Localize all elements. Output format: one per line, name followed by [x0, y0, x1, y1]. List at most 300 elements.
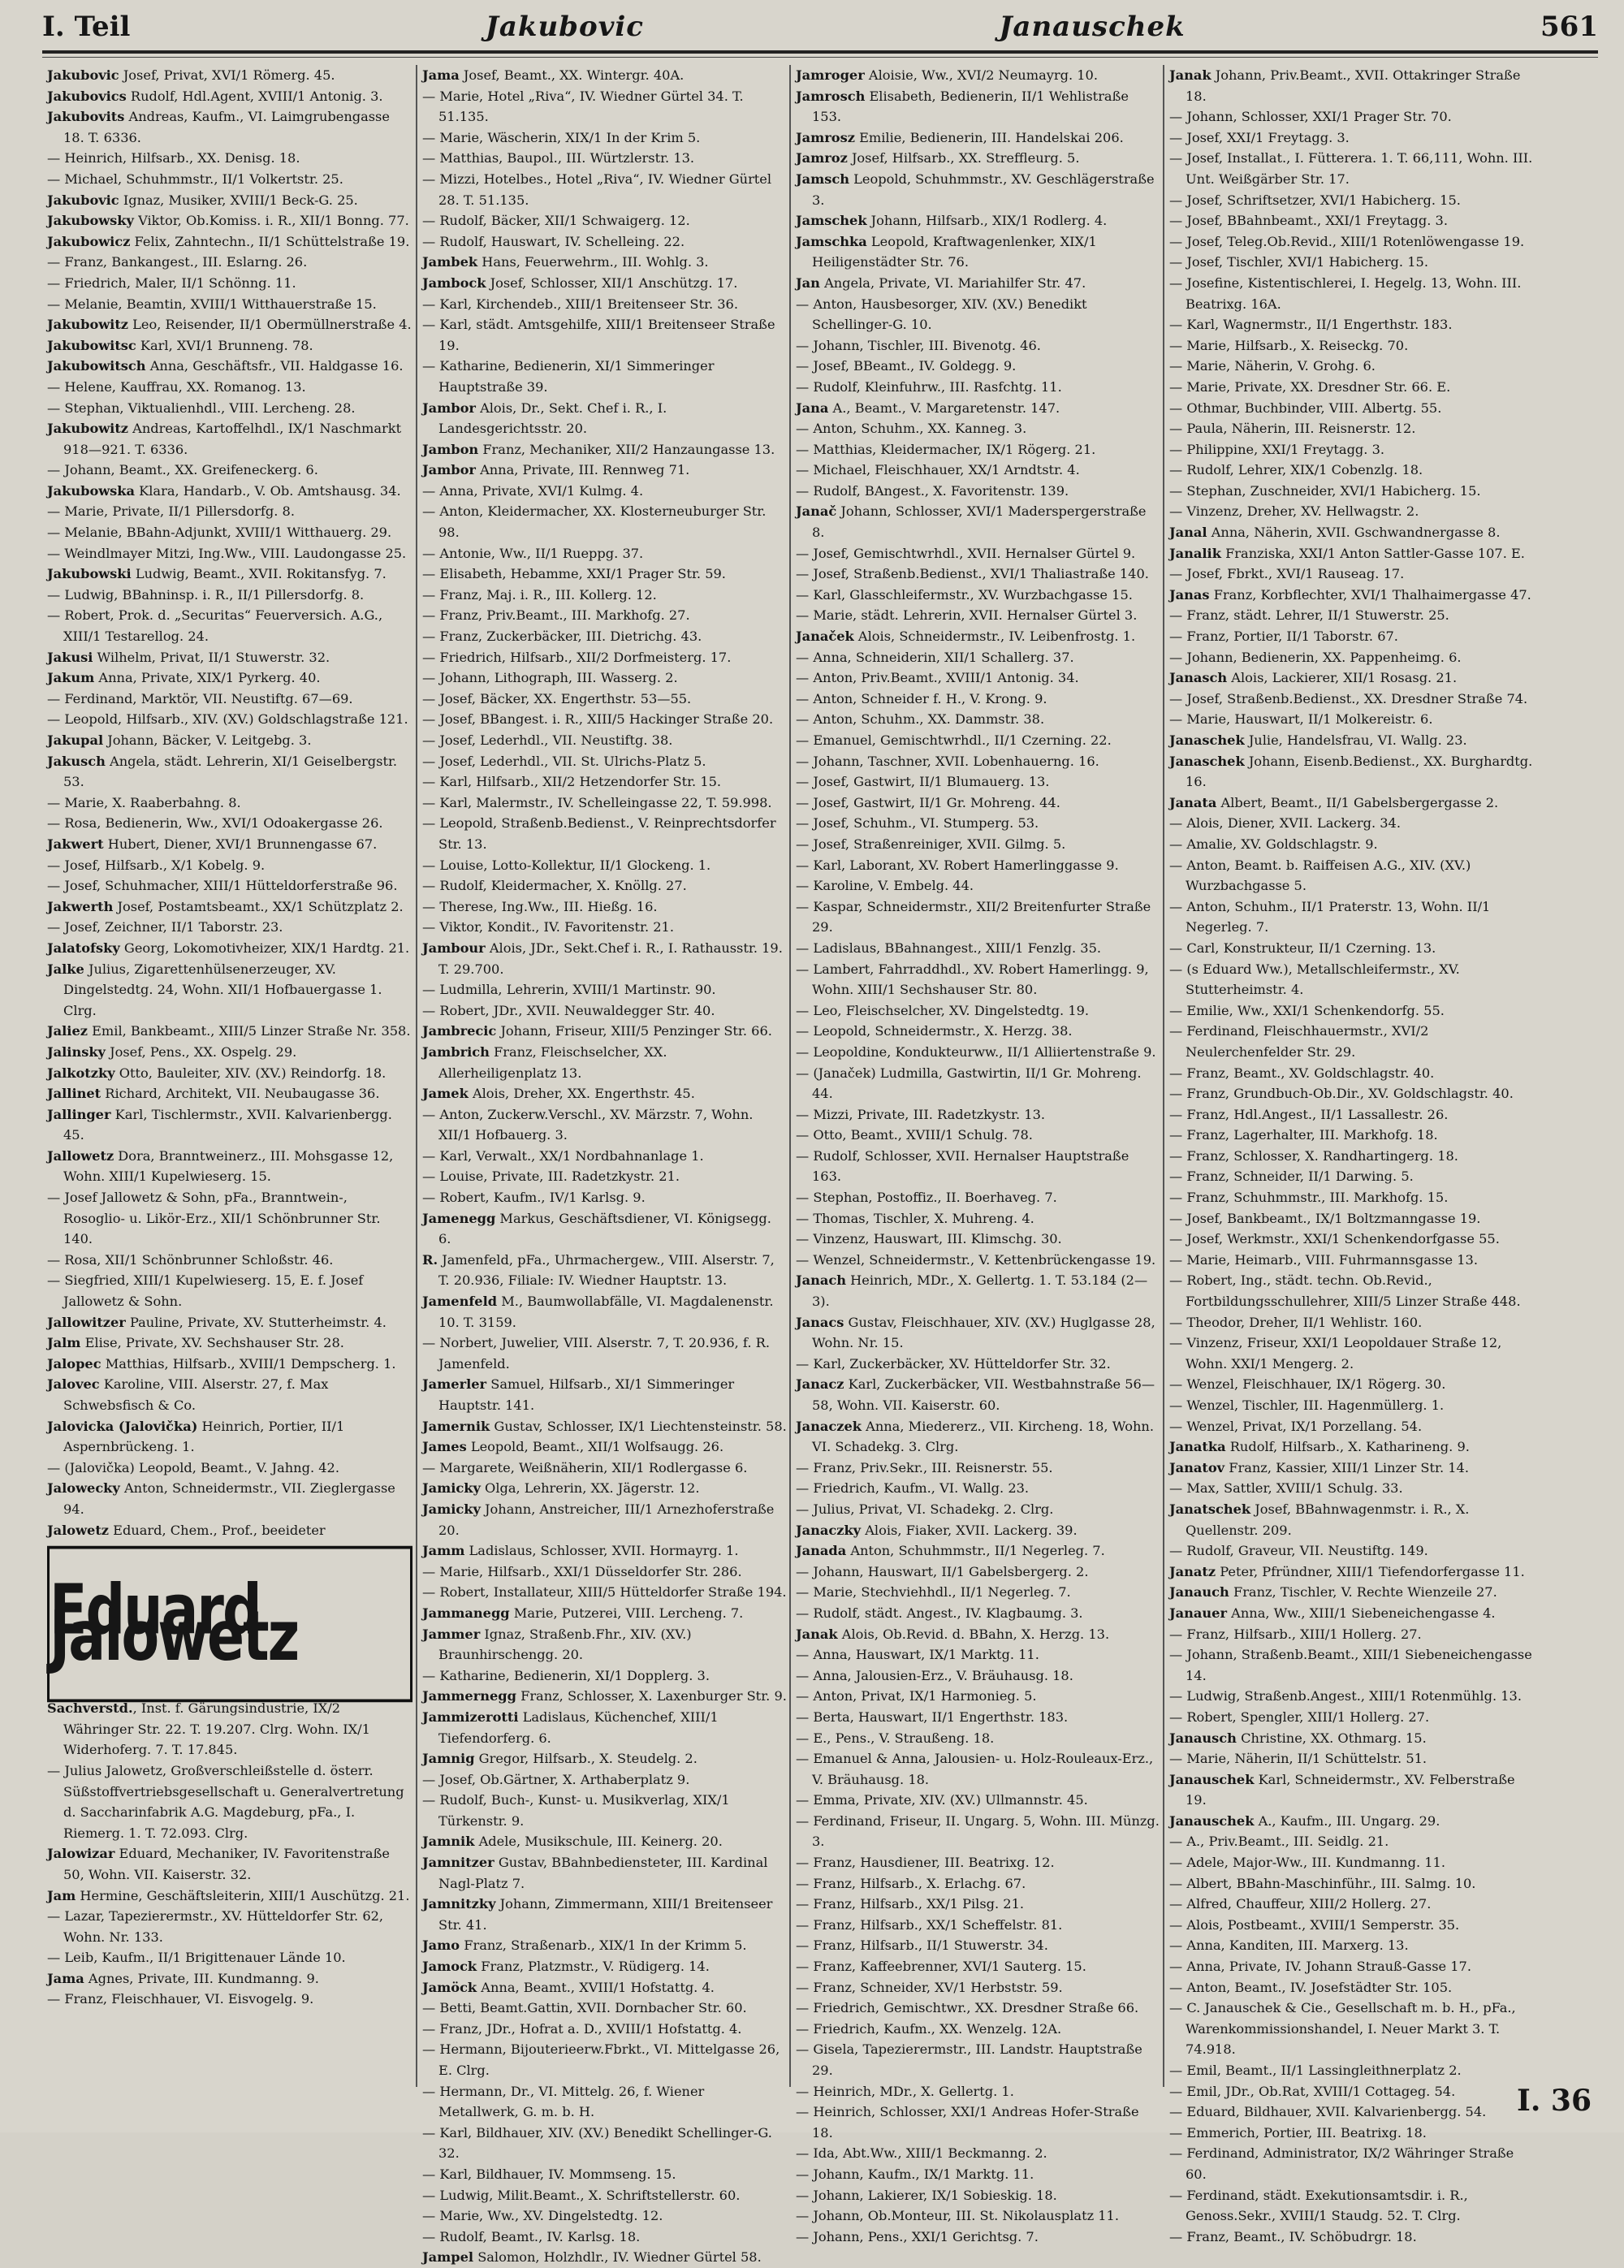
directory-entry: Jambrecic Johann, Friseur, XIII/5 Penzinger Str. 66.: [422, 1023, 772, 1039]
directory-entry: — Emanuel & Anna, Jalousien- u. Holz-Rouleaux-Erz., V. Bräuhausg. 18.: [796, 1751, 1154, 1787]
directory-entry: — Wenzel, Fleischhauer, IX/1 Rögerg. 30.: [1169, 1376, 1446, 1393]
directory-entry: — Franz, Beamt., XV. Goldschlagstr. 40.: [1169, 1065, 1435, 1081]
directory-entry: Jalowizar Eduard, Mechaniker, IV. Favoritenstraße 50, Wohn. VII. Kaiserstr. 32.: [47, 1846, 390, 1882]
directory-entry: — Marie, Hotel „Riva“, IV. Wiedner Gürtel 34. T. 51.135.: [422, 88, 744, 125]
directory-entry: Jamenegg Markus, Geschäftsdiener, VI. Königsegg. 6.: [422, 1210, 771, 1247]
directory-entry: Jallinger Karl, Tischlermstr., XVII. Kalvarienbergg. 45.: [47, 1106, 392, 1143]
directory-entry: — Anna, Private, IV. Johann Strauß-Gasse 17.: [1169, 1959, 1472, 1975]
directory-entry: — Emmerich, Portier, III. Beatrixg. 18.: [1169, 2124, 1427, 2141]
directory-entry: Jakubowitz Andreas, Kartoffelhdl., IX/1 Naschmarkt 918—921. T. 6336.: [47, 421, 402, 457]
directory-entry: — Robert, Ing., städt. techn. Ob.Revid., Fortbildungsschullehrer, XIII/5 Linzer Straße 448.: [1169, 1272, 1521, 1310]
page-header: [42, 6, 1598, 47]
directory-entry: Jakusi Wilhelm, Privat, II/1 Stuwerstr. 32.: [47, 649, 330, 665]
directory-entry: — Leopold, Schneidermstr., X. Herzg. 38.: [796, 1023, 1073, 1039]
directory-entry: Jamicky Olga, Lehrerin, XX. Jägerstr. 12.: [422, 1480, 700, 1497]
directory-entry: — Wenzel, Schneidermstr., V. Kettenbrückengasse 19.: [796, 1251, 1156, 1268]
directory-entry: — Anton, Hausbesorger, XIV. (XV.) Benedikt Schellinger-G. 10.: [796, 296, 1087, 333]
directory-entry: — Rudolf, städt. Angest., IV. Klagbaumg. 3.: [796, 1605, 1083, 1621]
directory-entry: Janač Johann, Schlosser, XVI/1 Maderspergerstraße 8.: [796, 503, 1147, 541]
directory-entry: — Ferdinand, städt. Exekutionsamtsdir. i. R., Genoss.Sekr., XVIII/1 Staudg. 52. T. Clrg.: [1169, 2187, 1468, 2224]
page-number: 561: [1540, 11, 1598, 43]
directory-entry: Jalm Elise, Private, XV. Sechshauser Str. 28.: [47, 1335, 344, 1351]
directory-entry: — Franz, Hdl.Angest., II/1 Lassallestr. 26.: [1169, 1106, 1449, 1122]
directory-entry: — Gisela, Tapezierermstr., III. Landstr. Hauptstraße 29.: [796, 2041, 1142, 2078]
directory-entry: Jamroger Aloisie, Ww., XVI/2 Neumayrg. 10.: [796, 67, 1099, 83]
directory-entry: — Leopold, Hilfsarb., XIV. (XV.) Goldschlagstraße 121.: [47, 711, 408, 728]
directory-entry: — Josef, Gastwirt, II/1 Blumauerg. 13.: [796, 774, 1050, 790]
directory-entry: — Elisabeth, Hebamme, XXI/1 Prager Str. 59.: [422, 566, 726, 582]
directory-entry: — Rudolf, Lehrer, XIX/1 Cobenzlg. 18.: [1169, 462, 1423, 478]
directory-entry: — Josefine, Kistentischlerei, I. Hegelg. 13, Wohn. III. Beatrixg. 16A.: [1169, 274, 1522, 312]
directory-entry: — Leo, Fleischselcher, XV. Dingelstedtg. 19.: [796, 1002, 1090, 1018]
directory-entry: — Otto, Beamt., XVIII/1 Schulg. 78.: [796, 1127, 1033, 1143]
directory-entry: — Johann, Hauswart, II/1 Gabelsbergerg. 2.: [796, 1563, 1089, 1579]
directory-entry: — Heinrich, Hilfsarb., XX. Denisg. 18.: [47, 150, 300, 166]
directory-entry: — Paula, Näherin, III. Reisnerstr. 12.: [1169, 421, 1416, 437]
directory-entry: — Hermann, Dr., VI. Mittelg. 26, f. Wiener Metallwerk, G. m. b. H.: [422, 2083, 705, 2120]
directory-entry: Jalinsky Josef, Pens., XX. Ospelg. 29.: [47, 1043, 297, 1060]
directory-entry: — Johann, Lakierer, IX/1 Sobieskig. 18.: [796, 2187, 1057, 2203]
directory-entry: — Mizzi, Private, III. Radetzkystr. 13.: [796, 1106, 1046, 1122]
directory-entry: Jakubowsky Viktor, Ob.Komiss. i. R., XII/1 Bonng. 77.: [47, 213, 409, 229]
directory-entry: — Anton, Beamt., IV. Josefstädter Str. 105.: [1169, 1979, 1453, 1995]
advertisement-box: Eduard Jalowetz: [47, 1546, 412, 1703]
directory-entry: — Josef, Tischler, XVI/1 Habicherg. 15.: [1169, 254, 1428, 270]
directory-entry: — Rosa, Bedienerin, Ww., XVI/1 Odoakergasse 26.: [47, 815, 383, 832]
directory-entry: Jakubowitsch Anna, Geschäftsfr., VII. Haldgasse 16.: [47, 358, 404, 374]
directory-entry: — Betti, Beamt.Gattin, XVII. Dornbacher Str. 60.: [422, 2000, 747, 2016]
directory-entry: — Josef, BBeamt., IV. Goldegg. 9.: [796, 358, 1017, 374]
directory-entry: — Emanuel, Gemischtwrhdl., II/1 Czerning. 22.: [796, 732, 1112, 748]
column-divider: [416, 65, 417, 2087]
directory-entry: — Rudolf, Graveur, VII. Neustiftg. 149.: [1169, 1543, 1428, 1559]
directory-entry: Jamernik Gustav, Schlosser, IX/1 Liechtensteinstr. 58.: [422, 1418, 787, 1434]
directory-entry: — Othmar, Buchbinder, VIII. Albertg. 55.: [1169, 400, 1442, 416]
directory-entry: Jamrosz Emilie, Bedienerin, III. Handelskai 206.: [796, 129, 1124, 145]
directory-entry: — Josef, Fbrkt., XVI/1 Rauseag. 17.: [1169, 566, 1405, 582]
directory-entry: Janaschek Johann, Eisenb.Bedienst., XX. Burghardtg. 16.: [1169, 753, 1533, 790]
directory-entry: — Siegfried, XIII/1 Kupelwieserg. 15, E. f. Josef Jallowetz & Sohn.: [47, 1272, 364, 1310]
directory-entry: — Anton, Beamt. b. Raiffeisen A.G., XIV. (XV.) Wurzbachgasse 5.: [1169, 857, 1471, 894]
directory-entry: — Josef, Straßenreiniger, XVII. Gilmg. 5.: [796, 836, 1066, 852]
directory-entry: — Melanie, Beamtin, XVIII/1 Witthauerstraße 15.: [47, 296, 377, 312]
directory-entry: — Franz, Lagerhalter, III. Markhofg. 18.: [1169, 1127, 1438, 1143]
directory-entry: — Franz, Hilfsarb., X. Erlachg. 67.: [796, 1875, 1026, 1891]
directory-entry: Jalovicka (Jalovička) Heinrich, Portier, II/1 Aspernbrückeng. 1.: [47, 1418, 345, 1455]
directory-entry: Jambrich Franz, Fleischselcher, XX. Allerheiligenplatz 13.: [422, 1043, 667, 1081]
directory-entry: Jambek Hans, Feuerwehrm., III. Wohlg. 3.: [422, 254, 709, 270]
directory-entry: — Franz, Priv.Sekr., III. Reisnerstr. 55.: [796, 1459, 1053, 1475]
directory-entry: — Robert, JDr., XVII. Neuwaldegger Str. 40.: [422, 1002, 715, 1018]
directory-entry: — Julius Jalowetz, Großverschleißstelle d. österr. Süßstoffvertriebsgesellschaft u. Generalvertretung d. Saccharinfabrik A.G. Magdeburg, pFa., I. Riemerg. 1. T. 72.093. Clrg.: [47, 1762, 404, 1841]
directory-entry: — Marie, Hilfsarb., XXI/1 Düsseldorfer Str. 286.: [422, 1563, 742, 1579]
directory-entry: — Ferdinand, Friseur, II. Ungarg. 5, Wohn. III. Münzg. 3.: [796, 1812, 1160, 1850]
directory-entry: — Franz, Schuhmmstr., III. Markhofg. 15.: [1169, 1190, 1449, 1206]
directory-entry: — Anton, Schneider f. H., V. Krong. 9.: [796, 690, 1047, 706]
directory-entry: — Rudolf, Bäcker, XII/1 Schwaigerg. 12.: [422, 213, 690, 229]
directory-entry: — Johann, Schlosser, XXI/1 Prager Str. 70.: [1169, 109, 1452, 125]
directory-entry: Jamschka Leopold, Kraftwagenlenker, XIX/1 Heiligenstädter Str. 76.: [796, 233, 1097, 270]
directory-entry: — Franz, JDr., Hofrat a. D., XVIII/1 Hofstattg. 4.: [422, 2020, 742, 2037]
directory-entry: — Franz, Hilfsarb., XIII/1 Hollerg. 27.: [1169, 1626, 1422, 1642]
directory-entry: — Franz, Hilfsarb., XX/1 Pilsg. 21.: [796, 1896, 1025, 1912]
directory-entry: — Johann, Straßenb.Beamt., XIII/1 Siebeneichengasse 14.: [1169, 1647, 1532, 1683]
directory-entry: — Ferdinand, Fleischhauermstr., XVI/2 Neulerchenfelder Str. 29.: [1169, 1023, 1429, 1060]
directory-entry: — Franz, Hilfsarb., XX/1 Scheffelstr. 81.: [796, 1916, 1063, 1933]
directory-entry: — Marie, Hilfsarb., X. Reiseckg. 70.: [1169, 337, 1409, 353]
directory-entry: — Ferdinand, Administrator, IX/2 Währinger Straße 60.: [1169, 2145, 1514, 2182]
directory-entry: — Eduard, Bildhauer, XVII. Kalvarienbergg. 54.: [1169, 2104, 1487, 2120]
directory-entry: Janak Alois, Ob.Revid. d. BBahn, X. Herzg. 13.: [796, 1626, 1110, 1642]
directory-entry: — Stephan, Postoffiz., II. Boerhaveg. 7.: [796, 1190, 1057, 1206]
directory-entry: — Robert, Spengler, XIII/1 Hollerg. 27.: [1169, 1709, 1430, 1725]
directory-entry: — Rudolf, BAngest., X. Favoritenstr. 139.: [796, 482, 1069, 499]
directory-entry: Jalowecky Anton, Schneidermstr., VII. Zieglergasse 94.: [47, 1480, 395, 1517]
directory-entry: — Anton, Priv.Beamt., XVIII/1 Antonig. 34.: [796, 670, 1079, 686]
directory-entry: — Johann, Beamt., XX. Greifeneckerg. 6.: [47, 462, 318, 478]
directory-entry: Janauch Franz, Tischler, V. Rechte Wienzeile 27.: [1169, 1584, 1497, 1601]
directory-entry: — Norbert, Juwelier, VIII. Alserstr. 7, T. 20.936, f. R. Jamenfeld.: [422, 1335, 770, 1372]
directory-entry: — Melanie, BBahn-Adjunkt, XVIII/1 Witthauerg. 29.: [47, 525, 392, 541]
directory-entry: — Karl, Wagnermstr., II/1 Engerthstr. 183.: [1169, 317, 1453, 333]
directory-entry: Jakubowitsc Karl, XVI/1 Brunneng. 78.: [47, 337, 313, 353]
directory-entry: — Rudolf, Hauswart, IV. Schelleing. 22.: [422, 233, 685, 249]
directory-entry: — Michael, Fleischhauer, XX/1 Arndtstr. 4.: [796, 462, 1080, 478]
directory-entry: Jalke Julius, Zigarettenhülsenerzeuger, XV. Dingelstedtg. 24, Wohn. XII/1 Hofbauergasse 1. Clrg.: [47, 961, 382, 1018]
directory-entry: — Rudolf, Kleinfuhrw., III. Rasfchtg. 11.: [796, 378, 1062, 395]
directory-entry: Janauschek Karl, Schneidermstr., XV. Felberstraße 19.: [1169, 1771, 1515, 1808]
directory-entry: — Hermann, Bijouterieerw.Fbrkt., VI. Mittelgasse 26, E. Clrg.: [422, 2041, 780, 2078]
directory-entry: — Karl, Glasschleifermstr., XV. Wurzbachgasse 15.: [796, 586, 1133, 603]
directory-entry: — Vinzenz, Hauswart, III. Klimschg. 30.: [796, 1231, 1062, 1247]
directory-entry: — Anton, Schuhm., XX. Kanneg. 3.: [796, 421, 1027, 437]
directory-entry: — Alois, Postbeamt., XVIII/1 Semperstr. 35.: [1169, 1916, 1460, 1933]
directory-entry: — Leopoldine, Kondukteurww., II/1 Alliiertenstraße 9.: [796, 1043, 1156, 1060]
directory-entry: Janaczek Anna, Miedererz., VII. Kircheng. 18, Wohn. VI. Schadekg. 3. Clrg.: [796, 1418, 1155, 1455]
directory-entry: Jakubovits Andreas, Kaufm., VI. Laimgrubengasse 18. T. 6336.: [47, 109, 390, 145]
directory-entry: — Rudolf, Buch-, Kunst- u. Musikverlag, XIX/1 Türkenstr. 9.: [422, 1792, 730, 1829]
directory-entry: Jallinet Richard, Architekt, VII. Neubaugasse 36.: [47, 1086, 380, 1102]
directory-entry: — Katharine, Bedienerin, XI/1 Dopplerg. 3.: [422, 1667, 710, 1683]
directory-entry: Jakubowitz Leo, Reisender, II/1 Obermüllnerstraße 4.: [47, 317, 412, 333]
directory-entry: — Franz, Portier, II/1 Taborstr. 67.: [1169, 629, 1398, 645]
directory-entry: — Franz, Schneider, II/1 Darwing. 5.: [1169, 1169, 1414, 1185]
directory-entry: — Anton, Zuckerw.Verschl., XV. Märzstr. 7, Wohn. XII/1 Hofbauerg. 3.: [422, 1106, 754, 1143]
directory-entry: — Johann, Pens., XXI/1 Gerichtsg. 7.: [796, 2228, 1039, 2244]
directory-entry: — A., Priv.Beamt., III. Seidlg. 21.: [1169, 1834, 1389, 1850]
directory-entry: — Franz, Maj. i. R., III. Kollerg. 12.: [422, 586, 657, 603]
directory-entry: — Johann, Taschner, XVII. Lobenhauerng. 16.: [796, 753, 1099, 769]
directory-entry: — Josef, Schuhmacher, XIII/1 Hütteldorferstraße 96.: [47, 878, 398, 894]
directory-entry: Sachverstd., Inst. f. Gärungsindustrie, IX/2 Währinger Str. 22. T. 19.207. Clrg. Wohn. IX/1 Widerhoferg. 7. T. 17.845.: [47, 1700, 370, 1758]
directory-entry: Janas Franz, Korbflechter, XVI/1 Thalhaimergasse 47.: [1169, 586, 1531, 603]
directory-entry: Janausch Christine, XX. Othmarg. 15.: [1169, 1730, 1427, 1746]
directory-entry: — Weindlmayer Mitzi, Ing.Ww., VIII. Laudongasse 25.: [47, 545, 407, 561]
directory-entry: — Karl, Laborant, XV. Robert Hamerlinggasse 9.: [796, 857, 1119, 873]
directory-entry: — Karl, Zuckerbäcker, XV. Hütteldorfer Str. 32.: [796, 1355, 1111, 1372]
directory-entry: — C. Janauschek & Cie., Gesellschaft m. b. H., pFa., Warenkommissionshandel, I. Neuer Markt 3. T. 74.918.: [1169, 2000, 1516, 2058]
directory-entry: Jamnik Adele, Musikschule, III. Keinerg. 20.: [422, 1834, 723, 1850]
directory-entry: Janaschek Julie, Handelsfrau, VI. Wallg. 23.: [1169, 732, 1467, 748]
directory-entry: — Rudolf, Beamt., IV. Karlsg. 18.: [422, 2228, 641, 2244]
directory-entry: Jamroz Josef, Hilfsarb., XX. Streffleurg. 5.: [796, 150, 1080, 166]
directory-entry: — Leopold, Straßenb.Bedienst., V. Reinprechtsdorfer Str. 13.: [422, 815, 776, 852]
directory-entry: Janauer Anna, Ww., XIII/1 Siebeneichengasse 4.: [1169, 1605, 1496, 1621]
directory-entry: — Robert, Kaufm., IV/1 Karlsg. 9.: [422, 1190, 646, 1206]
directory-entry: Jamöck Anna, Beamt., XVIII/1 Hofstattg. 4.: [422, 1979, 715, 1995]
directory-entry: Jamrosch Elisabeth, Bedienerin, II/1 Wehlistraße 153.: [796, 88, 1129, 125]
directory-entry: Janacz Karl, Zuckerbäcker, VII. Westbahnstraße 56—58, Wohn. VII. Kaiserstr. 60.: [796, 1376, 1155, 1413]
directory-entry: Jamnig Gregor, Hilfsarb., X. Steudelg. 2.: [422, 1751, 698, 1767]
directory-entry: — Ladislaus, BBahnangest., XIII/1 Fenzlg. 35.: [796, 940, 1102, 956]
directory-entry: — Ludwig, BBahninsp. i. R., II/1 Pillersdorfg. 8.: [47, 586, 365, 603]
directory-entry: — Marie, Heimarb., VIII. Fuhrmannsgasse 13.: [1169, 1251, 1478, 1268]
directory-entry: — Franz, Zuckerbäcker, III. Dietrichg. 43.: [422, 629, 702, 645]
directory-entry: — Louise, Lotto-Kollektur, II/1 Glockeng. 1.: [422, 857, 711, 873]
directory-entry: — Therese, Ing.Ww., III. Hießg. 16.: [422, 898, 658, 914]
directory-entry: — Josef, XXI/1 Freytagg. 3.: [1169, 129, 1350, 145]
directory-entry: — Matthias, Kleidermacher, IX/1 Rögerg. 21.: [796, 441, 1096, 457]
directory-entry: Janatz Peter, Pfründner, XIII/1 Tiefendorfergasse 11.: [1169, 1563, 1525, 1579]
directory-entry: — Marie, Wäscherin, XIX/1 In der Krim 5.: [422, 129, 701, 145]
directory-entry: — Marie, Näherin, II/1 Schüttelstr. 51.: [1169, 1751, 1427, 1767]
directory-entry: — (Janaček) Ludmilla, Gastwirtin, II/1 Gr. Mohreng. 44.: [796, 1065, 1142, 1102]
directory-entry: Jakubovics Rudolf, Hdl.Agent, XVIII/1 Antonig. 3.: [47, 88, 383, 104]
directory-entry: — Josef, Werkmstr., XXI/1 Schenkendorfgasse 55.: [1169, 1231, 1500, 1247]
column-4: [1169, 65, 1535, 2244]
directory-entry: Jakwerth Josef, Postamtsbeamt., XX/1 Schützplatz 2.: [47, 898, 404, 914]
directory-entry: — Karoline, V. Embelg. 44.: [796, 878, 974, 894]
directory-entry: — Emilie, Ww., XXI/1 Schenkendorfg. 55.: [1169, 1002, 1445, 1018]
directory-entry: Janach Heinrich, MDr., X. Gellertg. 1. T. 53.184 (2—3).: [796, 1272, 1148, 1310]
directory-entry: Jambor Anna, Private, III. Rennweg 71.: [422, 462, 690, 478]
directory-entry: Jamerler Samuel, Hilfsarb., XI/1 Simmeringer Hauptstr. 141.: [422, 1376, 735, 1413]
directory-entry: Jammernegg Franz, Schlosser, X. Laxenburger Str. 9.: [422, 1688, 787, 1704]
directory-entry: — Karl, Malermstr., IV. Schelleingasse 22, T. 59.998.: [422, 794, 772, 810]
directory-entry: — Josef, Schriftsetzer, XVI/1 Habicherg. 15.: [1169, 192, 1461, 208]
directory-entry: Janatschek Josef, BBahnwagenmstr. i. R., X. Quellenstr. 209.: [1169, 1501, 1470, 1538]
directory-entry: — Friedrich, Kaufm., VI. Wallg. 23.: [796, 1480, 1030, 1497]
directory-entry: — Josef Jallowetz & Sohn, pFa., Branntwein-, Rosoglio- u. Likör-Erz., XII/1 Schönbrunner Str. 140.: [47, 1190, 381, 1247]
directory-entry: — Josef, Gemischtwrhdl., XVII. Hernalser Gürtel 9.: [796, 545, 1136, 561]
column-divider: [789, 65, 791, 2087]
directory-entry: — (s Eduard Ww.), Metallschleifermstr., XV. Stutterheimstr. 4.: [1169, 961, 1460, 998]
directory-entry: — Thomas, Tischler, X. Muhreng. 4.: [796, 1210, 1034, 1226]
directory-entry: — Josef, Straßenb.Bedienst., XVI/1 Thaliastraße 140.: [796, 566, 1149, 582]
directory-entry: — Emma, Private, XIV. (XV.) Ullmannstr. 45.: [796, 1792, 1088, 1808]
directory-entry: Jamnitzer Gustav, BBahnbediensteter, III. Kardinal Nagl-Platz 7.: [422, 1855, 768, 1891]
directory-entry: R. Jamenfeld, pFa., Uhrmachergew., VIII. Alserstr. 7, T. 20.936, Filiale: IV. Wiedner Hauptstr. 13.: [422, 1251, 775, 1289]
directory-entry: — Rudolf, Kleidermacher, X. Knöllg. 27.: [422, 878, 687, 894]
directory-entry: — Marie, Hauswart, II/1 Molkereistr. 6.: [1169, 711, 1433, 728]
directory-entry: Janalik Franziska, XXI/1 Anton Sattler-Gasse 107. E.: [1169, 545, 1525, 561]
directory-entry: Jama Josef, Beamt., XX. Wintergr. 40A.: [422, 67, 685, 83]
directory-entry: — Josef, Teleg.Ob.Revid., XIII/1 Rotenlöwengasse 19.: [1169, 233, 1525, 249]
directory-entry: — Johann, Bedienerin, XX. Pappenheimg. 6.: [1169, 649, 1462, 665]
directory-entry: — Wenzel, Tischler, III. Hagenmüllerg. 1.: [1169, 1398, 1445, 1413]
directory-entry: Jallowitzer Pauline, Private, XV. Stutterheimstr. 4.: [47, 1314, 387, 1330]
directory-entry: — Michael, Schuhmmstr., II/1 Volkertstr. 25.: [47, 171, 343, 187]
directory-entry: — Stephan, Viktualienhdl., VIII. Lercheng. 28.: [47, 400, 356, 416]
directory-entry: — Vinzenz, Dreher, XV. Hellwagstr. 2.: [1169, 503, 1419, 520]
directory-entry: — Josef, Bäcker, XX. Engerthstr. 53—55.: [422, 690, 692, 706]
directory-entry: — Josef, Installat., I. Fütterera. 1. T. 66,111, Wohn. III. Unt. Weißgärber Str. 17.: [1169, 150, 1533, 187]
directory-entry: — Friedrich, Kaufm., XX. Wenzelg. 12A.: [796, 2020, 1062, 2037]
directory-entry: Janasch Alois, Lackierer, XII/1 Rosasg. 21.: [1169, 670, 1458, 686]
directory-entry: — Helene, Kauffrau, XX. Romanog. 13.: [47, 378, 306, 395]
directory-entry: Janata Albert, Beamt., II/1 Gabelsbergergasse 2.: [1169, 794, 1499, 810]
directory-entry: — Johann, Lithograph, III. Wasserg. 2.: [422, 670, 678, 686]
directory-entry: — Johann, Tischler, III. Bivenotg. 46.: [796, 337, 1041, 353]
directory-entry: Jan Angela, Private, VI. Mariahilfer Str. 47.: [796, 274, 1086, 291]
directory-entry: — Franz, Kaffeebrenner, XVI/1 Sauterg. 15.: [796, 1959, 1086, 1975]
directory-entry: — Heinrich, Schlosser, XXI/1 Andreas Hofer-Straße 18.: [796, 2104, 1139, 2141]
directory-entry: Jakubowska Klara, Handarb., V. Ob. Amtshausg. 34.: [47, 482, 401, 499]
directory-entry: Jana A., Beamt., V. Margaretenstr. 147.: [796, 400, 1060, 416]
directory-entry: — Josef, Gastwirt, II/1 Gr. Mohreng. 44.: [796, 794, 1060, 810]
directory-entry: James Leopold, Beamt., XII/1 Wolfsaugg. 26.: [422, 1439, 724, 1455]
directory-entry: — Vinzenz, Friseur, XXI/1 Leopoldauer Straße 12, Wohn. XXI/1 Mengerg. 2.: [1169, 1335, 1502, 1372]
directory-entry: — Karl, Bildhauer, IV. Mommseng. 15.: [422, 2166, 676, 2182]
directory-entry: — Alois, Diener, XVII. Lackerg. 34.: [1169, 815, 1401, 832]
directory-entry: Jaliez Emil, Bankbeamt., XIII/5 Linzer Straße Nr. 358.: [47, 1023, 411, 1039]
directory-entry: — Emil, Beamt., II/1 Lassingleithnerplatz 2.: [1169, 2063, 1462, 2078]
column-1: [47, 65, 412, 2087]
directory-entry: — Ida, Abt.Ww., XIII/1 Beckmanng. 2.: [796, 2145, 1047, 2162]
directory-entry: Janatka Rudolf, Hilfsarb., X. Katharineng. 9.: [1169, 1439, 1470, 1455]
directory-entry: — Marie, X. Raaberbahng. 8.: [47, 794, 241, 810]
signature-mark: I. 36: [1516, 2084, 1592, 2118]
header-rule: [42, 50, 1598, 54]
directory-entry: — Philippine, XXI/1 Freytagg. 3.: [1169, 441, 1385, 457]
directory-entry: — Josef, Bankbeamt., IX/1 Boltzmanngasse 19.: [1169, 1210, 1481, 1226]
directory-entry: — Marie, Stechviehhdl., II/1 Negerleg. 7.: [796, 1584, 1071, 1601]
directory-entry: Janacs Gustav, Fleischhauer, XIV. (XV.) Huglgasse 28, Wohn. Nr. 15.: [796, 1314, 1155, 1351]
directory-entry: — Marie, städt. Lehrerin, XVII. Hernalser Gürtel 3.: [796, 607, 1138, 624]
directory-entry: Jammer Ignaz, Straßenb.Fhr., XIV. (XV.) Braunhirschengg. 20.: [422, 1626, 692, 1663]
directory-entry: — Josef, BBahnbeamt., XXI/1 Freytagg. 3.: [1169, 213, 1448, 229]
directory-entry: Jakubowski Ludwig, Beamt., XVII. Rokitansfyg. 7.: [47, 566, 387, 582]
directory-entry: Jalovec Karoline, VIII. Alserstr. 27, f. Max Schwebsfisch & Co.: [47, 1376, 329, 1413]
directory-entry: — Carl, Konstrukteur, II/1 Czerning. 13.: [1169, 940, 1436, 956]
directory-entry: — Ludwig, Milit.Beamt., X. Schriftstellerstr. 60.: [422, 2187, 741, 2203]
directory-entry: — Karl, Hilfsarb., XII/2 Hetzendorfer Str. 15.: [422, 774, 722, 790]
directory-entry: — Johann, Ob.Monteur, III. St. Nikolausplatz 11.: [796, 2208, 1119, 2224]
header-rule-thin: [42, 57, 1598, 58]
directory-entry: — Franz, Beamt., IV. Schöbudrgr. 18.: [1169, 2228, 1417, 2244]
directory-entry: — Antonie, Ww., II/1 Rueppg. 37.: [422, 545, 644, 561]
directory-entry: — Max, Sattler, XVIII/1 Schulg. 33.: [1169, 1480, 1403, 1497]
directory-entry: — Julius, Privat, VI. Schadekg. 2. Clrg.: [796, 1501, 1054, 1517]
directory-entry: — Anton, Schuhm., XX. Dammstr. 38.: [796, 711, 1045, 728]
directory-entry: Jambour Alois, JDr., Sekt.Chef i. R., I. Rathausstr. 19. T. 29.700.: [422, 940, 783, 977]
directory-entry: Janak Johann, Priv.Beamt., XVII. Ottakringer Straße 18.: [1169, 67, 1521, 104]
directory-entry: — Josef, Hilfsarb., X/1 Kobelg. 9.: [47, 857, 266, 873]
directory-entry: — Marie, Näherin, V. Grohg. 6.: [1169, 358, 1376, 374]
directory-entry: — Berta, Hauswart, II/1 Engerthstr. 183.: [796, 1709, 1069, 1725]
directory-entry: — Karl, Bildhauer, XIV. (XV.) Benedikt Schellinger-G. 32.: [422, 2124, 772, 2162]
directory-entry: Janal Anna, Näherin, XVII. Gschwandnergasse 8.: [1169, 525, 1501, 541]
directory-entry: Jammanegg Marie, Putzerei, VIII. Lercheng. 7.: [422, 1605, 744, 1621]
directory-entry: — Josef, Ob.Gärtner, X. Arthaberplatz 9.: [422, 1771, 690, 1787]
directory-entry: Jakum Anna, Private, XIX/1 Pyrkerg. 40.: [47, 670, 321, 686]
directory-entry: — Franz, Hausdiener, III. Beatrixg. 12.: [796, 1855, 1055, 1871]
directory-entry: — Franz, Schneider, XV/1 Herbststr. 59.: [796, 1979, 1063, 1995]
directory-entry: — Rosa, XII/1 Schönbrunner Schloßstr. 46.: [47, 1251, 334, 1268]
directory-entry: Jakupal Johann, Bäcker, V. Leitgebg. 3.: [47, 732, 312, 748]
directory-entry: — Anna, Jalousien-Erz., V. Bräuhausg. 18.: [796, 1667, 1073, 1683]
directory-entry: Jakusch Angela, städt. Lehrerin, XI/1 Geiselbergstr. 53.: [47, 753, 398, 790]
directory-entry: Jalkotzky Otto, Bauleiter, XIV. (XV.) Reindorfg. 18.: [47, 1065, 387, 1081]
directory-entry: — Josef, BBangest. i. R., XIII/5 Hackinger Straße 20.: [422, 711, 774, 728]
directory-entry: — Franz, Fleischhauer, VI. Eisvogelg. 9.: [47, 1991, 314, 2007]
directory-entry: — Albert, BBahn-Maschinführ., III. Salmg. 10.: [1169, 1875, 1476, 1891]
directory-entry: — Franz, städt. Lehrer, II/1 Stuwerstr. 25.: [1169, 607, 1449, 624]
directory-entry: — Viktor, Kondit., IV. Favoritenstr. 21.: [422, 919, 674, 935]
directory-entry: Jammizerotti Ladislaus, Küchenchef, XIII/1 Tiefendorferg. 6.: [422, 1709, 719, 1746]
directory-entry: Jalopec Matthias, Hilfsarb., XVIII/1 Dempscherg. 1.: [47, 1355, 396, 1372]
directory-entry: Janaček Alois, Schneidermstr., IV. Leibenfrostg. 1.: [796, 629, 1136, 645]
directory-entry: — Adele, Major-Ww., III. Kundmanng. 11.: [1169, 1855, 1446, 1871]
directory-entry: — Lazar, Tapezierermstr., XV. Hütteldorfer Str. 62, Wohn. Nr. 133.: [47, 1908, 384, 1945]
directory-entry: — E., Pens., V. Straußeng. 18.: [796, 1730, 995, 1746]
directory-entry: — Anna, Kanditen, III. Marxerg. 13.: [1169, 1938, 1409, 1954]
directory-entry: — Lambert, Fahrraddhdl., XV. Robert Hamerlingg. 9, Wohn. XIII/1 Sechshauser Str. 80.: [796, 961, 1149, 998]
directory-entry: Jamsch Leopold, Schuhmmstr., XV. Geschlägerstraße 3.: [796, 171, 1155, 208]
directory-entry: — Alfred, Chauffeur, XIII/2 Hollerg. 27.: [1169, 1896, 1432, 1912]
directory-entry: — Wenzel, Privat, IX/1 Porzellang. 54.: [1169, 1418, 1423, 1434]
section-label: I. Teil: [42, 11, 131, 43]
directory-entry: Jamm Ladislaus, Schlosser, XVII. Hormayrg. 1.: [422, 1543, 739, 1559]
directory-entry: — Leib, Kaufm., II/1 Brigittenauer Lände 10.: [47, 1950, 346, 1966]
directory-entry: Jamo Franz, Straßenarb., XIX/1 In der Krimm 5.: [422, 1938, 747, 1954]
directory-entry: — Ludwig, Straßenb.Angest., XIII/1 Rotenmühlg. 13.: [1169, 1688, 1522, 1704]
directory-entry: — Friedrich, Gemischtwr., XX. Dresdner Straße 66.: [796, 2000, 1139, 2016]
directory-entry: — Franz, Grundbuch-Ob.Dir., XV. Goldschlagstr. 40.: [1169, 1086, 1514, 1102]
directory-entry: Janauschek A., Kaufm., III. Ungarg. 29.: [1169, 1812, 1440, 1829]
directory-entry: — Louise, Private, III. Radetzkystr. 21.: [422, 1169, 680, 1185]
directory-entry: — Theodor, Dreher, II/1 Wehlistr. 160.: [1169, 1314, 1423, 1330]
column-3: [796, 65, 1161, 2244]
directory-entry: Jakubowicz Felix, Zahntechn., II/1 Schüttelstraße 19.: [47, 233, 410, 249]
directory-entry: Jamock Franz, Platzmstr., V. Rüdigerg. 14.: [422, 1959, 710, 1975]
directory-entry: — Kaspar, Schneidermstr., XII/2 Breitenfurter Straße 29.: [796, 898, 1151, 935]
directory-entry: Jambon Franz, Mechaniker, XII/2 Hanzaungasse 13.: [422, 441, 775, 457]
directory-entry: — Marie, Private, II/1 Pillersdorfg. 8.: [47, 503, 295, 520]
column-2: [422, 65, 788, 2266]
column-divider: [1163, 65, 1164, 2087]
directory-entry: — Josef, Schuhm., VI. Stumperg. 53.: [796, 815, 1039, 832]
directory-entry: Jamenfeld M., Baumwollabfälle, VI. Magdalenenstr. 10. T. 3159.: [422, 1294, 774, 1330]
directory-entry: — Franz, Bankangest., III. Eslarng. 26.: [47, 254, 308, 270]
directory-entry: — (Jalovička) Leopold, Beamt., V. Jahng. 42.: [47, 1459, 339, 1475]
directory-entry: — Friedrich, Maler, II/1 Schönng. 11.: [47, 274, 296, 291]
directory-entry: Jamnitzky Johann, Zimmermann, XIII/1 Breitenseer Str. 41.: [422, 1896, 773, 1933]
directory-entry: — Mizzi, Hotelbes., Hotel „Riva“, IV. Wiedner Gürtel 28. T. 51.135.: [422, 171, 772, 208]
directory-entry: — Anton, Privat, IX/1 Harmonieg. 5.: [796, 1688, 1037, 1704]
directory-entry: — Josef, Lederhdl., VII. St. Ulrichs-Platz 5.: [422, 753, 706, 769]
directory-entry: Janada Anton, Schuhmmstr., II/1 Negerleg. 7.: [796, 1543, 1105, 1559]
directory-entry: — Ferdinand, Marktör, VII. Neustiftg. 67—69.: [47, 690, 353, 706]
directory-entry: Jalowetz Eduard, Chem., Prof., beeideter: [47, 1522, 326, 1538]
directory-entry: — Anton, Kleidermacher, XX. Klosterneuburger Str. 98.: [422, 503, 767, 541]
directory-entry: Jakwert Hubert, Diener, XVI/1 Brunnengasse 67.: [47, 836, 378, 852]
directory-entry: — Stephan, Zuschneider, XVI/1 Habicherg. 15.: [1169, 482, 1481, 499]
directory-entry: Jambock Josef, Schlosser, XII/1 Anschützg. 17.: [422, 274, 738, 291]
directory-entry: Jakubovic Josef, Privat, XVI/1 Römerg. 45.: [47, 67, 335, 83]
directory-entry: — Rudolf, Schlosser, XVII. Hernalser Hauptstraße 163.: [796, 1147, 1129, 1185]
directory-entry: — Robert, Prok. d. „Securitas“ Feuerversich. A.G., XIII/1 Testarellog. 24.: [47, 607, 383, 645]
